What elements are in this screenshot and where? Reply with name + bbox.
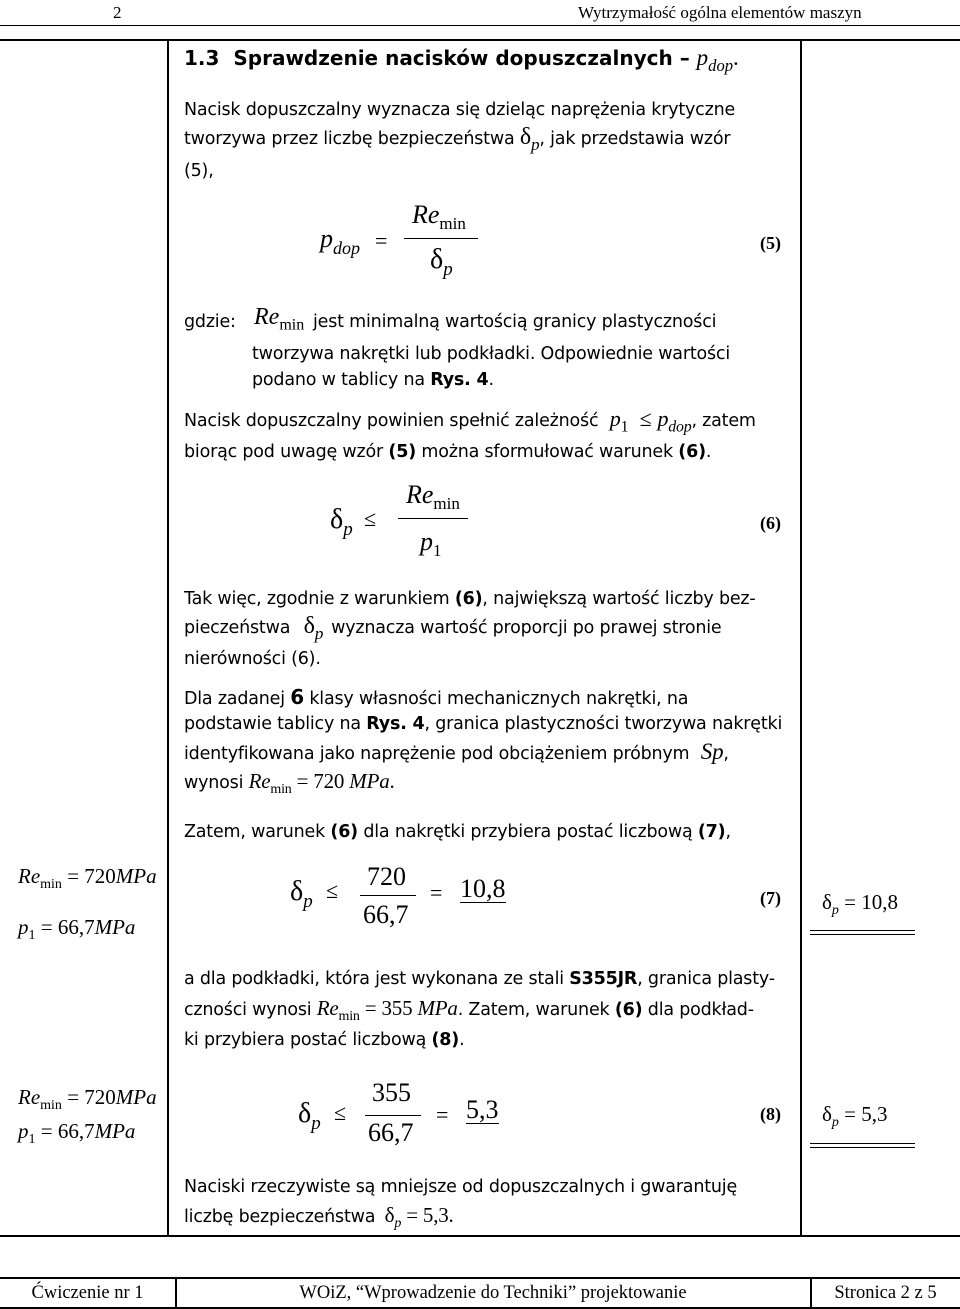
- eq8-result: 5,3: [466, 1095, 499, 1124]
- para7-line2: liczbę bezpieczeństwa $\delta_p = 5,3$.: [184, 1203, 454, 1232]
- where-line3: podano w tablicy na Rys. 4.: [252, 370, 494, 390]
- eq8-equals: =: [436, 1102, 449, 1127]
- eq8-fraction-bar: [365, 1115, 421, 1116]
- eq6-denominator: $p_1$: [420, 527, 442, 560]
- footer-left: Ćwiczenie nr 1: [31, 1283, 144, 1303]
- eq6-le: ≤: [364, 506, 377, 531]
- para1-line1: Nacisk dopuszczalny wyznacza się dzieląc naprężenia krytyczne: [184, 100, 736, 120]
- eq8-lhs: $\delta_p$: [298, 1098, 321, 1135]
- para4-line4: wynosi $Re_{min} = 720$ MPa.: [184, 769, 395, 797]
- header-rule: [0, 25, 960, 26]
- running-title: Wytrzymałość ogólna elementów maszyn: [578, 3, 862, 22]
- para4-line3: identyfikowana jako naprężenie pod obciążeniem próbnym Sp,: [184, 739, 729, 764]
- section-title: Sprawdzenie nacisków dopuszczalnych –: [233, 46, 690, 70]
- eq5-lhs: $p_{dop}$: [320, 224, 360, 258]
- footer-right: Stronica 2 z 5: [834, 1283, 937, 1303]
- eq5-denominator: $\delta_p$: [430, 244, 453, 281]
- eq5-numerator: $Re_{min}$: [412, 200, 466, 233]
- eq7-numerator: 720: [367, 862, 406, 891]
- eq7-denominator: 66,7: [363, 900, 409, 929]
- result8-double-underline: [810, 1143, 915, 1148]
- side2-p1: $p_1 = 66,7MPa$: [18, 1119, 136, 1147]
- eq5-equals: =: [375, 228, 388, 253]
- para6-line3: ki przybiera postać liczbową (8).: [184, 1030, 465, 1050]
- eq7-fraction-bar: [360, 895, 416, 896]
- result7: $\delta_p = 10,8$: [822, 890, 898, 919]
- eq7-lhs: $\delta_p$: [290, 876, 313, 913]
- para5-line1: Zatem, warunek (6) dla nakrętki przybiera postać liczbową (7),: [184, 822, 731, 842]
- section-number: 1.3: [184, 46, 220, 70]
- para3-line1: Tak więc, zgodnie z warunkiem (6), największą wartość liczby bez-: [184, 589, 756, 609]
- eq6-fraction-bar: [398, 518, 468, 519]
- eq6-label: (6): [760, 513, 781, 533]
- figure-ref: Rys. 4: [430, 370, 489, 390]
- section-heading: 1.3 Sprawdzenie nacisków dopuszczalnych – $p_{dop}$.: [184, 45, 739, 75]
- para4-line1: Dla zadanej 6 klasy własności mechanicznych nakrętki, na: [184, 685, 689, 709]
- eq5-fraction-bar: [404, 238, 478, 239]
- where-line2: tworzywa nakrętki lub podkładki. Odpowiednie wartości: [252, 344, 730, 364]
- result8: $\delta_p = 5,3$: [822, 1102, 888, 1131]
- frame-top: [0, 39, 960, 41]
- eq7-result: 10,8: [460, 874, 506, 903]
- para3-line3: nierówności (6).: [184, 649, 321, 669]
- result7-double-underline: [810, 930, 915, 935]
- eq7-label: (7): [760, 888, 781, 908]
- footer-center: WOiZ, “Wprowadzenie do Techniki” projektowanie: [299, 1283, 687, 1303]
- para2-line1: Nacisk dopuszczalny powinien spełnić zależność $p_1 \le p_{dop}$, zatem: [184, 406, 756, 436]
- eq8-denominator: 66,7: [368, 1118, 414, 1147]
- para3-line2: pieczeństwa $\delta_p$ wyznacza wartość proporcji po prawej stronie: [184, 613, 722, 644]
- side1-re: $Re_{min} = 720MPa$: [18, 864, 157, 892]
- where-symbol: $Re_{min}$: [254, 304, 305, 334]
- eq8-label: (8): [760, 1104, 781, 1124]
- section-symbol: p: [696, 45, 709, 70]
- para7-line1: Naciski rzeczywiste są mniejsze od dopuszczalnych i gwarantuję: [184, 1177, 738, 1197]
- frame-divider-left: [167, 39, 169, 1237]
- eq7-le: ≤: [326, 878, 339, 903]
- eq5-label: (5): [760, 233, 781, 253]
- frame-divider-right: [800, 39, 802, 1237]
- frame-bottom: [0, 1235, 960, 1237]
- where-label: gdzie:: [184, 312, 236, 332]
- section-symbol-sub: dop: [708, 55, 733, 75]
- eq8-le: ≤: [334, 1100, 347, 1125]
- eq6-lhs: $\delta_p$: [330, 504, 353, 541]
- para2-line2: biorąc pod uwagę wzór (5) można sformułować warunek (6).: [184, 442, 712, 462]
- side2-re: $Re_{min} = 720MPa$: [18, 1085, 157, 1113]
- eq8-numerator: 355: [372, 1078, 411, 1107]
- para1-line2: tworzywa przez liczbę bezpieczeństwa $\delta_p$, jak przedstawia wzór: [184, 124, 731, 155]
- para1-line3: (5),: [184, 161, 214, 181]
- para4-line2: podstawie tablicy na Rys. 4, granica plastyczności tworzywa nakrętki: [184, 714, 783, 734]
- page-number: 2: [113, 3, 122, 22]
- eq7-equals: =: [430, 880, 443, 905]
- where-line1: jest minimalną wartością granicy plastyczności: [313, 312, 717, 332]
- para6-line2: czności wynosi $Re_{min} = 355$ MPa. Zatem, warunek (6) dla podkład-: [184, 996, 754, 1024]
- eq6-numerator: $Re_{min}$: [406, 480, 460, 513]
- para6-line1: a dla podkładki, która jest wykonana ze stali S355JR, granica plasty-: [184, 969, 775, 989]
- side1-p1: $p_1 = 66,7MPa$: [18, 915, 136, 943]
